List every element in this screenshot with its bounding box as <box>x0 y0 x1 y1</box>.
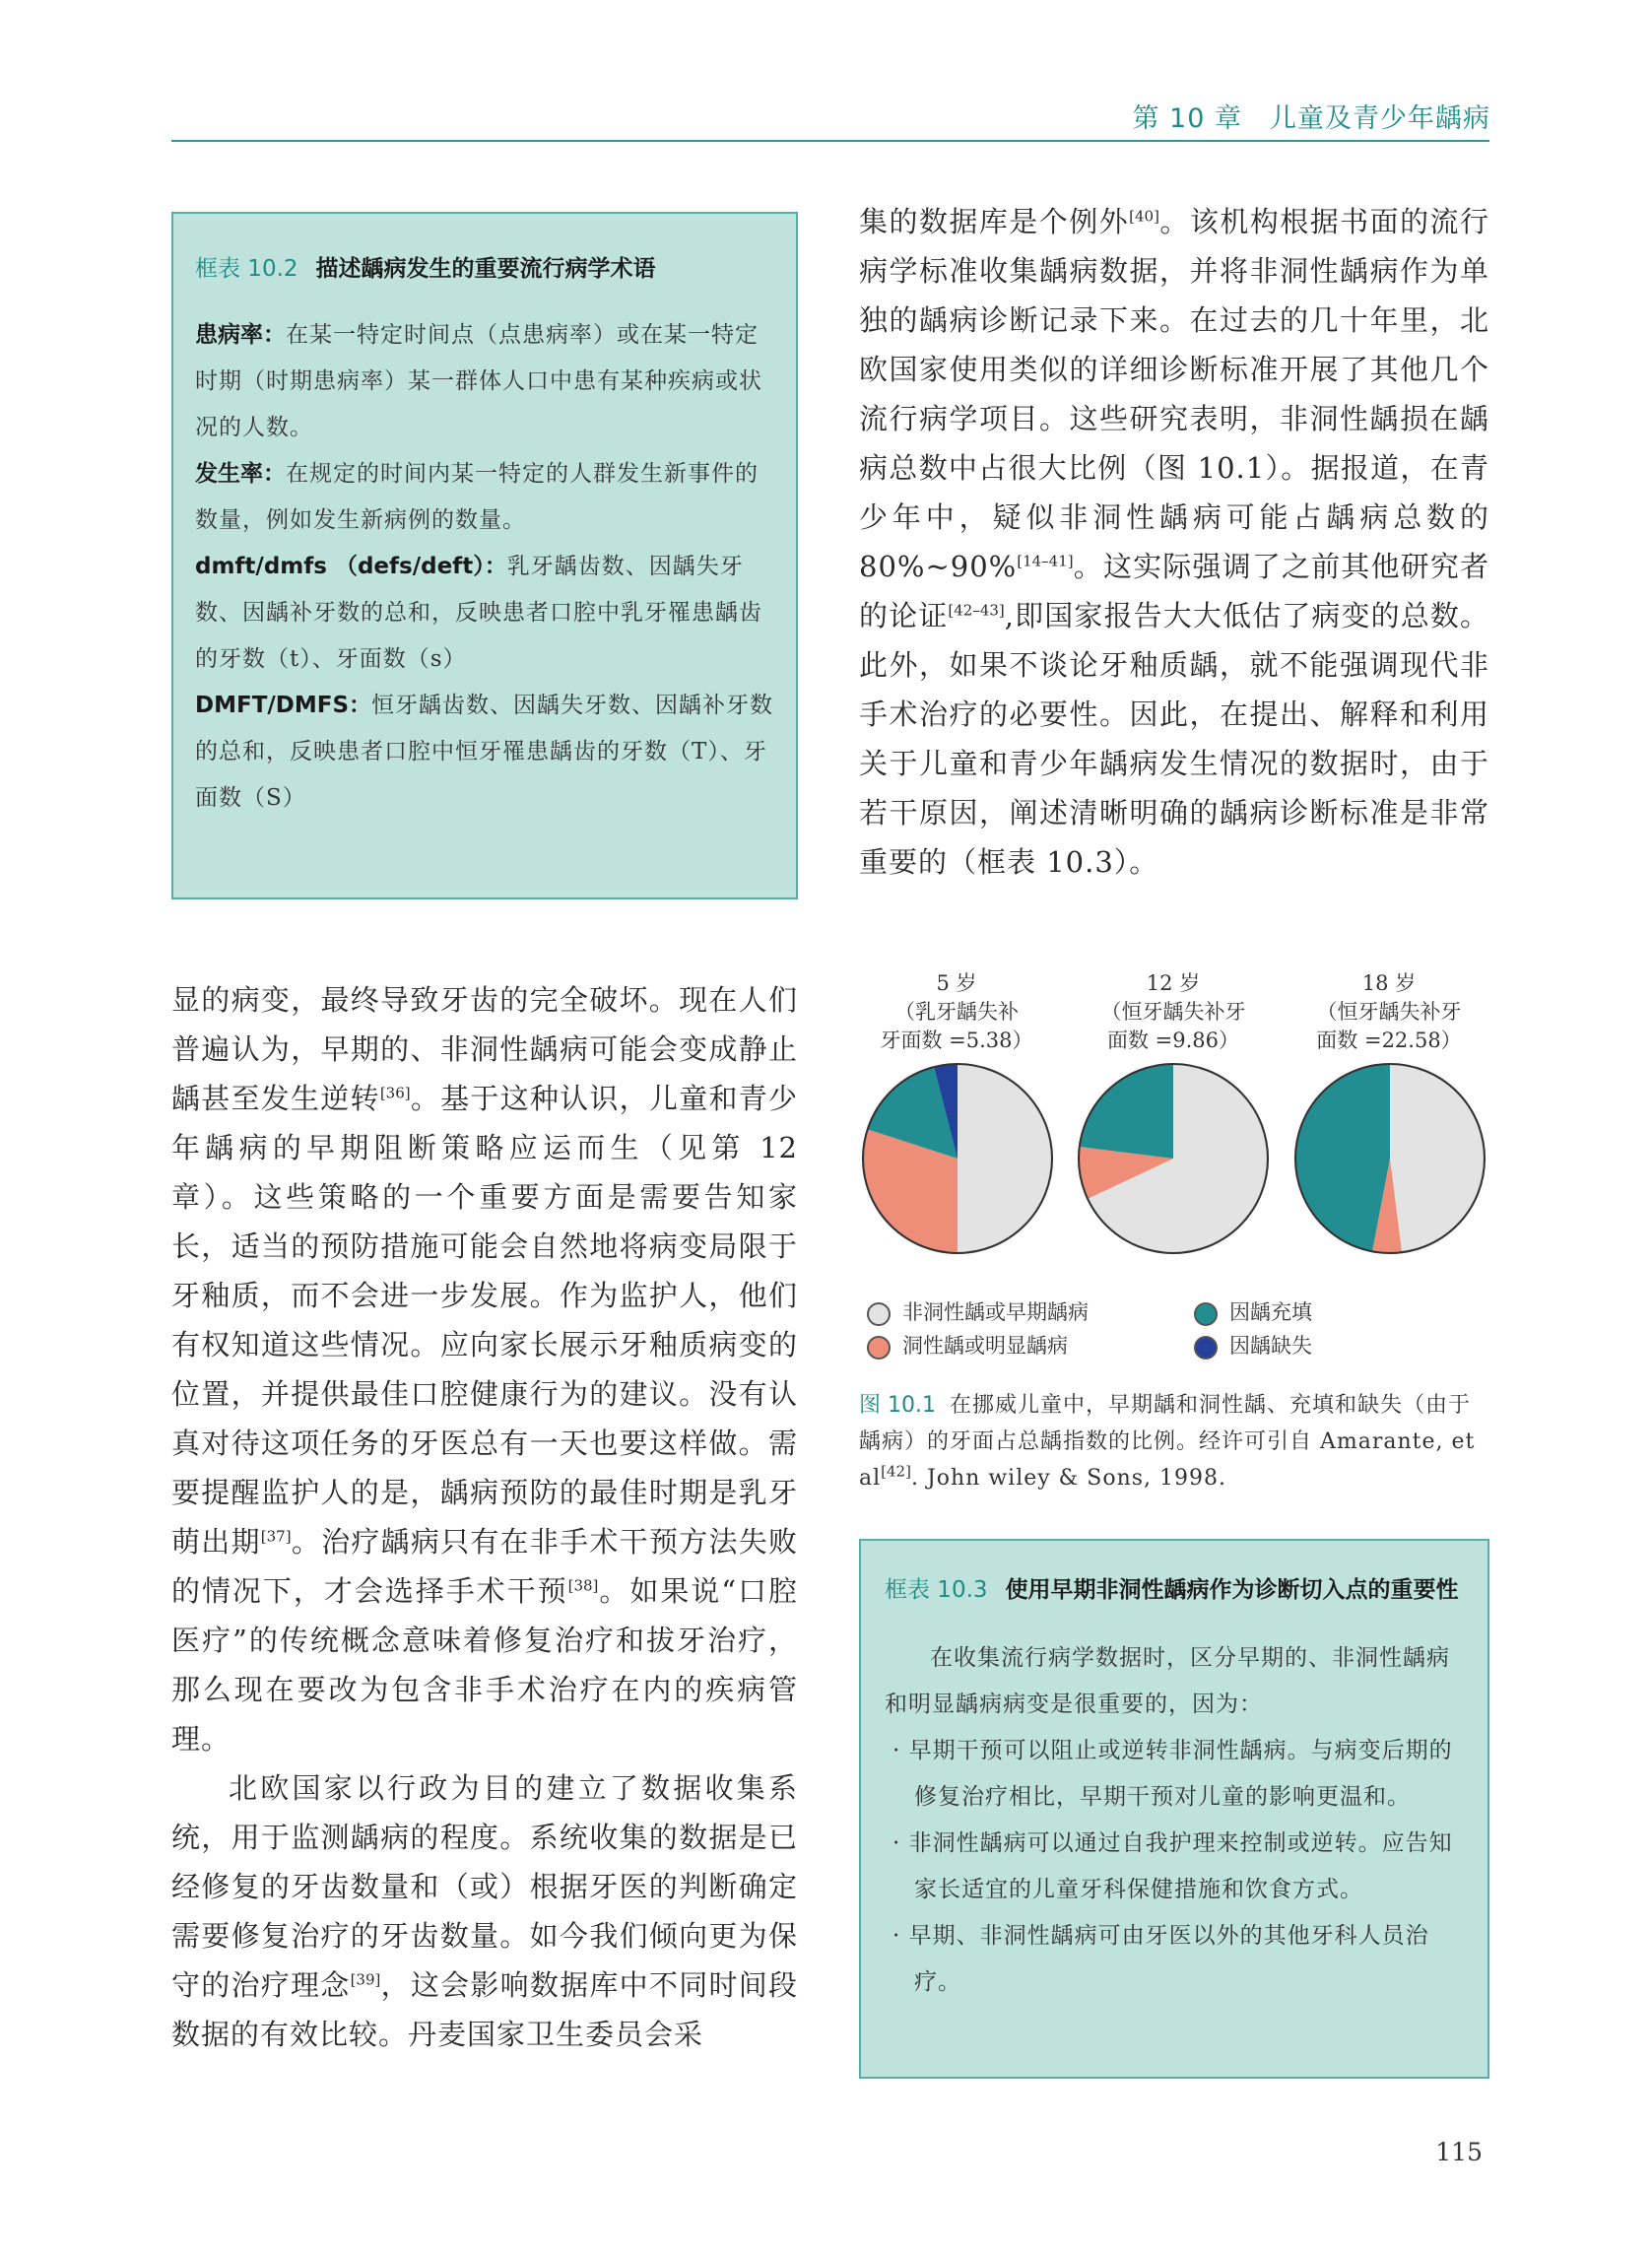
citation: [36] <box>379 1084 411 1102</box>
citation: [37] <box>260 1527 292 1546</box>
box-10-3-bullet: · 早期、非洞性龋病可由牙医以外的其他牙科人员治疗。 <box>892 1923 1429 1995</box>
caption-line: （乳牙龋失补 <box>894 1000 1019 1024</box>
text-run: 。这实际强调了之前其他研究者的论证 <box>859 550 1489 632</box>
text-run: 集的数据库是个例外 <box>859 205 1130 238</box>
legend-swatch <box>867 1302 891 1326</box>
figure-10-1-chart <box>855 969 1495 1383</box>
page-header <box>0 0 1652 148</box>
term: 患病率： <box>195 322 286 348</box>
left-column-text <box>171 975 798 2059</box>
box-10-3-label: 框表 10.3 <box>885 1577 988 1603</box>
box-10-3-intro: 在收集流行病学数据时，区分早期的、非洞性龋病和明显龋病病变是很重要的，因为： <box>885 1645 1450 1717</box>
caption-line: 牙面数 =5.38） <box>880 1029 1033 1052</box>
text-run: 。基于这种认识，儿童和青少年龋病的早期阻断策略应运而生（见第 12 章）。这些策略的一个重要方面是需要告知家长，适当的预防措施可能会自然地将病变局限于牙釉质，而不会进一步发展。作为监护人，他们有权知道这些情况。应向家长展示牙釉质病变的位置，并提供最佳口腔健康行为的建议。没有认真对待这项任务的牙医总有一天也要这样做。需要提醒监护人的是，龋病预防的最佳时期是乳牙萌出期 <box>171 1082 798 1559</box>
definition: 恒牙龋齿数、因龋失牙数、因龋补牙数的总和，反映患者口腔中恒牙罹患龋齿的牙数（T）、牙面数（S） <box>195 693 774 811</box>
box-10-2-entry-incidence <box>195 451 774 544</box>
legend-item-cavitated <box>867 1330 1068 1360</box>
caption-text: . John wiley & Sons, 1998. <box>910 1466 1226 1491</box>
box-10-2-entry-dmft <box>195 544 774 683</box>
text-run: ，这会影响数据库中不同时间段数据的有效比较。丹麦国家卫生委员会采 <box>171 1968 798 2051</box>
definition: 乳牙龋齿数、因龋失牙数、因龋补牙数的总和，反映患者口腔中乳牙罹患龋齿的牙数（t）、牙面数（s） <box>195 554 762 672</box>
term: dmft/dmfs （defs/deft）： <box>195 554 507 579</box>
text-run: 。治疗龋病只有在非手术干预方法失败的情况下，才会选择手术干预 <box>171 1525 798 1608</box>
legend-label: 因龋充填 <box>1229 1300 1312 1324</box>
pie-slice <box>1080 1064 1173 1159</box>
legend-label: 洞性龋或明显龋病 <box>902 1334 1068 1358</box>
citation: [14–41] <box>1017 552 1074 570</box>
legend-swatch <box>1194 1336 1218 1360</box>
right-column-text <box>859 197 1489 887</box>
caption-text: 在挪威儿童中，早期龋和洞性龋、充填和缺失（由于龋病）的牙面占总龋指数的比例。经许可引自 Amarante, et al <box>859 1393 1476 1491</box>
box-10-3-title <box>885 1566 1464 1614</box>
paragraph <box>859 197 1489 887</box>
pie-slice <box>958 1064 1052 1253</box>
box-10-2 <box>171 212 798 899</box>
box-10-2-entry-DMFT <box>195 683 774 822</box>
citation: [40] <box>1129 207 1159 226</box>
page-number: 115 <box>1435 2138 1483 2166</box>
legend-item-filled <box>1194 1296 1312 1326</box>
legend-swatch <box>1194 1302 1218 1326</box>
age-label: 18 岁 <box>1361 971 1417 995</box>
legend-item-noncavitated <box>867 1296 1089 1326</box>
box-10-3-bullet: · 非洞性龋病可以通过自我护理来控制或逆转。应告知家长适宜的儿童牙科保健措施和饮食方式。 <box>892 1830 1453 1902</box>
box-10-2-title <box>195 245 774 293</box>
caption-line: 面数 =9.86） <box>1106 1029 1240 1052</box>
legend-swatch <box>867 1336 891 1360</box>
chapter-title: 第 10 章 儿童及青少年龋病 <box>1132 103 1490 134</box>
term: DMFT/DMFS： <box>195 693 372 718</box>
legend-label: 因龋缺失 <box>1229 1334 1312 1358</box>
paragraph <box>171 1763 798 2059</box>
term: 发生率： <box>195 461 286 487</box>
caption-line: 面数 =22.58） <box>1316 1029 1462 1052</box>
text-run: 。如果说“口腔医疗”的传统概念意味着修复治疗和拔牙治疗，那么现在要改为包含非手术治疗在内的疾病管理。 <box>171 1574 798 1756</box>
header-rule <box>171 140 1489 142</box>
pie-slice <box>1295 1064 1390 1251</box>
text-run: 显的病变，最终导致牙齿的完全破坏。现在人们普遍认为，早期的、非洞性龋病可能会变成静止龋甚至发生逆转 <box>171 983 798 1115</box>
box-10-3 <box>859 1539 1489 2079</box>
text-run: ,即国家报告大大低估了病变的总数。此外，如果不谈论牙釉质龋，就不能强调现代非手术治疗的必要性。因此，在提出、解释和利用关于儿童和青少年龋病发生情况的数据时，由于若干原因，阐述清晰明确的龋病诊断标准是非常重要的（框表 10.3）。 <box>859 599 1489 879</box>
box-10-3-heading: 使用早期非洞性龋病作为诊断切入点的重要性 <box>1005 1577 1459 1603</box>
paragraph <box>171 975 798 1763</box>
pie-slice <box>1390 1064 1485 1252</box>
legend-item-missing <box>1194 1330 1312 1360</box>
legend-label: 非洞性龋或早期龋病 <box>902 1300 1089 1324</box>
citation: [38] <box>567 1576 599 1595</box>
box-10-2-heading: 描述龋病发生的重要流行病学术语 <box>315 256 656 282</box>
definition: 在规定的时间内某一特定的人群发生新事件的数量，例如发生新病例的数量。 <box>195 461 759 533</box>
age-label: 5 岁 <box>936 971 977 995</box>
citation: [39] <box>350 1970 381 1989</box>
caption-line: （恒牙龋失补牙 <box>1316 1000 1462 1024</box>
box-10-2-entry-prevalence <box>195 312 774 451</box>
citation: [42] <box>881 1462 911 1481</box>
figure-10-1-caption <box>859 1387 1489 1496</box>
box-10-2-label: 框表 10.2 <box>195 256 298 282</box>
citation: [42–43] <box>948 601 1005 620</box>
text-run: 北欧国家以行政为目的建立了数据收集系统，用于监测龋病的程度。系统收集的数据是已经修复的牙齿数量和（或）根据牙医的判断确定需要修复治疗的牙齿数量。如今我们倾向更为保守的治疗理念 <box>171 1771 798 2002</box>
box-10-3-bullet: · 早期干预可以阻止或逆转非洞性龋病。与病变后期的修复治疗相比，早期干预对儿童的影响更温和。 <box>892 1738 1453 1810</box>
figure-label: 图 10.1 <box>859 1393 936 1418</box>
caption-line: （恒牙龋失补牙 <box>1100 1000 1246 1024</box>
text-run: 。该机构根据书面的流行病学标准收集龋病数据，并将非洞性龋病作为单独的龋病诊断记录下来。在过去的几十年里，北欧国家使用类似的详细诊断标准开展了其他几个流行病学项目。这些研究表明，非洞性龋损在龋病总数中占很大比例（图 10.1）。据报道，在青少年中，疑似非洞性龋病可能占龋病总数的 80%~90% <box>859 205 1489 583</box>
age-label: 12 岁 <box>1146 971 1201 995</box>
definition: 在某一特定时间点（点患病率）或在某一特定时期（时期患病率）某一群体人口中患有某种疾病或状况的人数。 <box>195 322 762 440</box>
